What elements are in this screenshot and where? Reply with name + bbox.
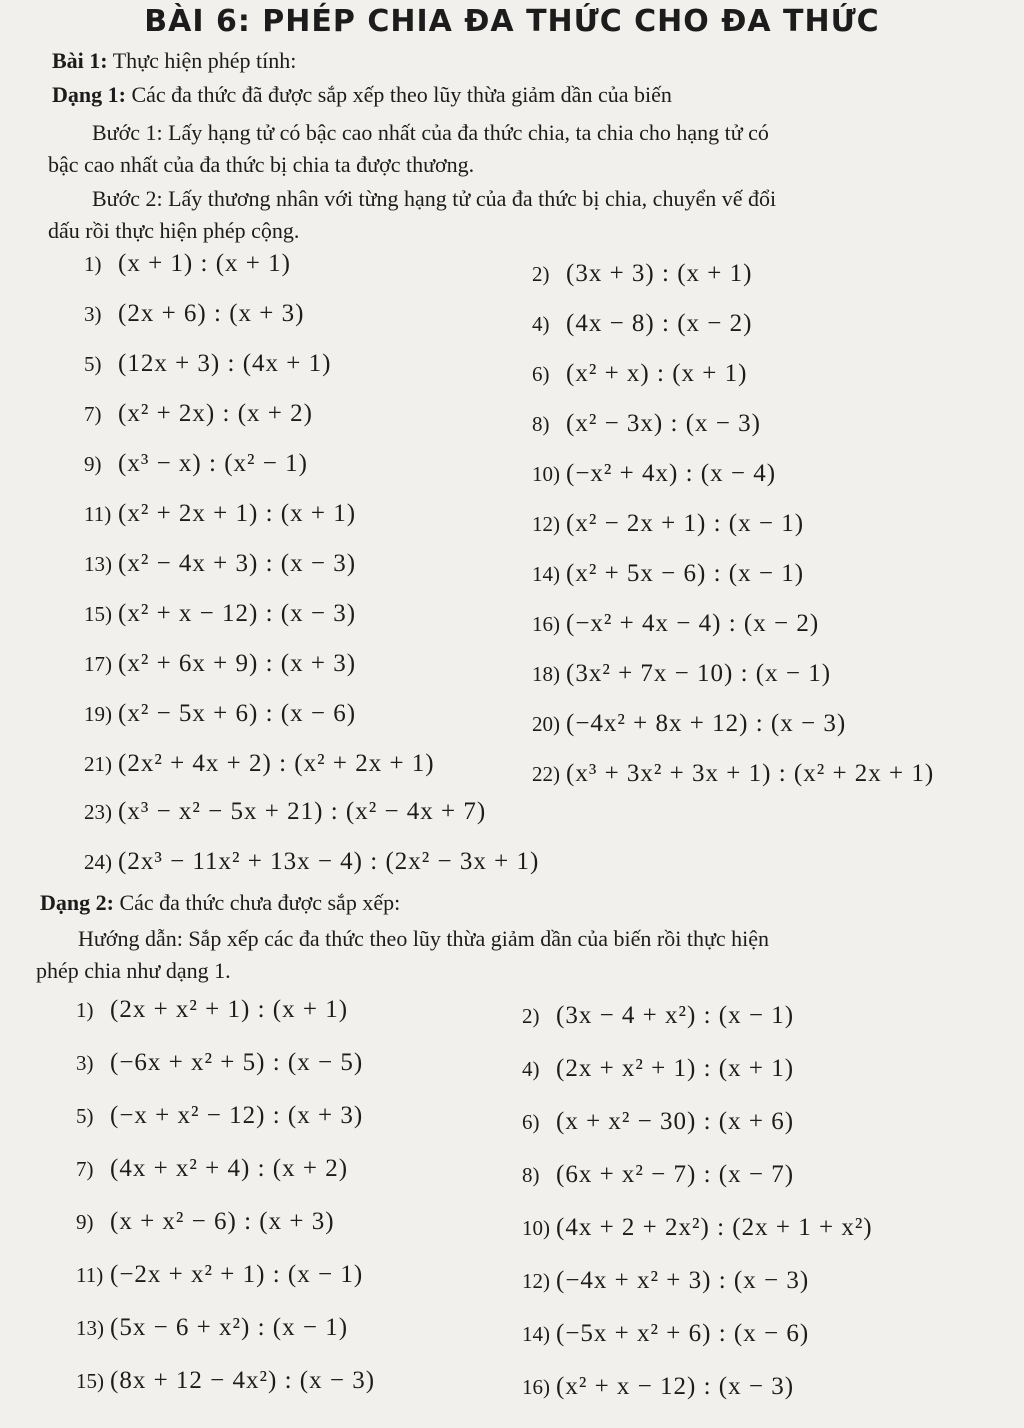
exercise-number: 8) (532, 412, 550, 436)
exercise-item (84, 750, 435, 778)
exercise-number: 10) (532, 462, 560, 486)
exercise-number: 2) (532, 262, 550, 286)
exercise-number: 9) (76, 1210, 94, 1234)
exercise-number: 15) (84, 602, 112, 626)
dang2-heading (40, 890, 400, 916)
exercise-expression: (x² + 2x + 1) : (x + 1) (118, 500, 357, 527)
exercise-number: 24) (84, 850, 112, 874)
exercise-expression: (x + x² − 30) : (x + 6) (556, 1108, 795, 1135)
exercise-expression: (−x² + 4x) : (x − 4) (566, 460, 777, 487)
exercise-expression: (x² + x) : (x + 1) (566, 360, 748, 387)
exercise-expression: (x + 1) : (x + 1) (118, 250, 291, 277)
exercise-number: 3) (84, 302, 102, 326)
exercise-number: 12) (522, 1269, 550, 1293)
exercise-expression: (x + x² − 6) : (x + 3) (110, 1208, 335, 1235)
bai1-text: Thực hiện phép tính: (107, 48, 297, 73)
exercise-item (84, 350, 331, 378)
exercise-expression: (x³ − x) : (x² − 1) (118, 450, 308, 477)
exercise-item (84, 300, 304, 328)
exercise-number: 18) (532, 662, 560, 686)
exercise-item (532, 760, 934, 788)
exercise-item (84, 798, 486, 826)
exercise-expression: (x² − 4x + 3) : (x − 3) (118, 550, 357, 577)
exercise-item (84, 848, 539, 876)
dang1-heading (52, 82, 672, 108)
exercise-expression: (12x + 3) : (4x + 1) (118, 350, 332, 377)
exercise-number: 9) (84, 452, 102, 476)
exercise-number: 6) (522, 1110, 540, 1134)
exercise-expression: (−4x + x² + 3) : (x − 3) (556, 1267, 810, 1294)
exercise-expression: (−6x + x² + 5) : (x − 5) (110, 1049, 364, 1076)
exercise-expression: (−2x + x² + 1) : (x − 1) (110, 1261, 364, 1288)
exercise-number: 14) (532, 562, 560, 586)
exercise-item (84, 250, 291, 278)
exercise-number: 1) (84, 252, 102, 276)
exercise-expression: (−x² + 4x − 4) : (x − 2) (566, 610, 820, 637)
exercise-item (84, 700, 356, 728)
exercise-number: 14) (522, 1322, 550, 1346)
buoc1-line1: Bước 1: Lấy hạng tử có bậc cao nhất của đa thức chia, ta chia cho hạng tử có (92, 120, 769, 145)
exercise-expression: (−4x² + 8x + 12) : (x − 3) (566, 710, 847, 737)
exercise-item (76, 1208, 335, 1236)
exercise-expression: (x² − 3x) : (x − 3) (566, 410, 761, 437)
exercise-number: 1) (76, 998, 94, 1022)
exercise-item (76, 1155, 348, 1183)
exercise-number: 11) (76, 1263, 104, 1287)
exercise-expression: (3x² + 7x − 10) : (x − 1) (566, 660, 832, 687)
exercise-number: 13) (76, 1316, 104, 1340)
exercise-number: 11) (84, 502, 112, 526)
bai1-heading (52, 48, 296, 74)
exercise-item (84, 600, 356, 628)
exercise-item (84, 550, 356, 578)
exercise-number: 16) (532, 612, 560, 636)
exercise-number: 13) (84, 552, 112, 576)
page-title: BÀI 6: PHÉP CHIA ĐA THỨC CHO ĐA THỨC (144, 4, 880, 39)
exercise-expression: (2x + 6) : (x + 3) (118, 300, 305, 327)
exercise-expression: (3x + 3) : (x + 1) (566, 260, 753, 287)
exercise-number: 20) (532, 712, 560, 736)
exercise-number: 7) (84, 402, 102, 426)
huongdan-line1: Hướng dẫn: Sắp xếp các đa thức theo lũy thừa giảm dần của biến rồi thực hiện (78, 926, 770, 951)
exercise-item (532, 610, 819, 638)
exercise-item (84, 650, 356, 678)
exercise-item (522, 1108, 794, 1136)
exercise-item (522, 1267, 809, 1295)
exercise-item (76, 1367, 375, 1395)
exercise-item (532, 710, 846, 738)
exercise-item (532, 410, 761, 438)
exercise-number: 23) (84, 800, 112, 824)
exercise-expression: (x³ − x² − 5x + 21) : (x² − 4x + 7) (118, 798, 487, 825)
exercise-number: 8) (522, 1163, 540, 1187)
exercise-item (532, 560, 804, 588)
exercise-number: 2) (522, 1004, 540, 1028)
exercise-number: 15) (76, 1369, 104, 1393)
buoc2-line1: Bước 2: Lấy thương nhân với từng hạng tử của đa thức bị chia, chuyển vế đổi (92, 186, 777, 211)
exercise-number: 5) (84, 352, 102, 376)
exercise-number: 5) (76, 1104, 94, 1128)
exercise-number: 16) (522, 1375, 550, 1399)
exercise-item (522, 1373, 794, 1401)
exercise-item (532, 460, 776, 488)
exercise-expression: (x² + 6x + 9) : (x + 3) (118, 650, 357, 677)
exercise-expression: (8x + 12 − 4x²) : (x − 3) (110, 1367, 376, 1394)
exercise-expression: (−5x + x² + 6) : (x − 6) (556, 1320, 810, 1347)
bai1-label: Bài 1: (52, 48, 108, 73)
exercise-number: 21) (84, 752, 112, 776)
exercise-expression: (5x − 6 + x²) : (x − 1) (110, 1314, 349, 1341)
exercise-expression: (4x − 8) : (x − 2) (566, 310, 753, 337)
exercise-item (522, 1161, 794, 1189)
exercise-expression: (x² + x − 12) : (x − 3) (556, 1373, 795, 1400)
exercise-item (522, 1320, 809, 1348)
exercise-expression: (x² − 5x + 6) : (x − 6) (118, 700, 357, 727)
exercise-number: 19) (84, 702, 112, 726)
exercise-expression: (3x − 4 + x²) : (x − 1) (556, 1002, 795, 1029)
dang2-label: Dạng 2: (40, 890, 114, 915)
exercise-number: 6) (532, 362, 550, 386)
exercise-expression: (x² + 5x − 6) : (x − 1) (566, 560, 805, 587)
huongdan-line2: phép chia như dạng 1. (36, 958, 231, 983)
exercise-item (76, 996, 348, 1024)
buoc2-line2: dấu rồi thực hiện phép cộng. (48, 218, 300, 243)
exercise-expression: (x² + 2x) : (x + 2) (118, 400, 313, 427)
exercise-item (532, 660, 831, 688)
exercise-number: 3) (76, 1051, 94, 1075)
exercise-expression: (x³ + 3x² + 3x + 1) : (x² + 2x + 1) (566, 760, 935, 787)
exercise-item (522, 1214, 873, 1242)
exercise-item (76, 1314, 348, 1342)
exercise-item (76, 1102, 363, 1130)
exercise-expression: (x² − 2x + 1) : (x − 1) (566, 510, 805, 537)
exercise-item (76, 1261, 363, 1289)
dang1-label: Dạng 1: (52, 82, 126, 107)
exercise-expression: (4x + x² + 4) : (x + 2) (110, 1155, 349, 1182)
exercise-expression: (2x + x² + 1) : (x + 1) (110, 996, 349, 1023)
exercise-expression: (6x + x² − 7) : (x − 7) (556, 1161, 795, 1188)
exercise-item (84, 400, 313, 428)
exercise-expression: (2x + x² + 1) : (x + 1) (556, 1055, 795, 1082)
exercise-number: 17) (84, 652, 112, 676)
exercise-item (76, 1049, 363, 1077)
exercise-item (532, 310, 752, 338)
dang1-text: Các đa thức đã được sắp xếp theo lũy thừa giảm dần của biến (125, 82, 672, 107)
exercise-number: 4) (532, 312, 550, 336)
buoc1-line2: bậc cao nhất của đa thức bị chia ta được thương. (48, 152, 475, 177)
exercise-item (532, 510, 804, 538)
exercise-expression: (x² + x − 12) : (x − 3) (118, 600, 357, 627)
exercise-item (532, 360, 747, 388)
exercise-expression: (4x + 2 + 2x²) : (2x + 1 + x²) (556, 1214, 873, 1241)
exercise-expression: (2x² + 4x + 2) : (x² + 2x + 1) (118, 750, 435, 777)
exercise-number: 22) (532, 762, 560, 786)
exercise-number: 12) (532, 512, 560, 536)
exercise-number: 7) (76, 1157, 94, 1181)
exercise-number: 4) (522, 1057, 540, 1081)
exercise-item (84, 500, 356, 528)
exercise-item (522, 1002, 794, 1030)
exercise-number: 10) (522, 1216, 550, 1240)
exercise-expression: (−x + x² − 12) : (x + 3) (110, 1102, 364, 1129)
exercise-item (84, 450, 308, 478)
exercise-expression: (2x³ − 11x² + 13x − 4) : (2x² − 3x + 1) (118, 848, 540, 875)
exercise-item (522, 1055, 794, 1083)
exercise-item (532, 260, 752, 288)
dang2-text: Các đa thức chưa được sắp xếp: (113, 890, 401, 915)
